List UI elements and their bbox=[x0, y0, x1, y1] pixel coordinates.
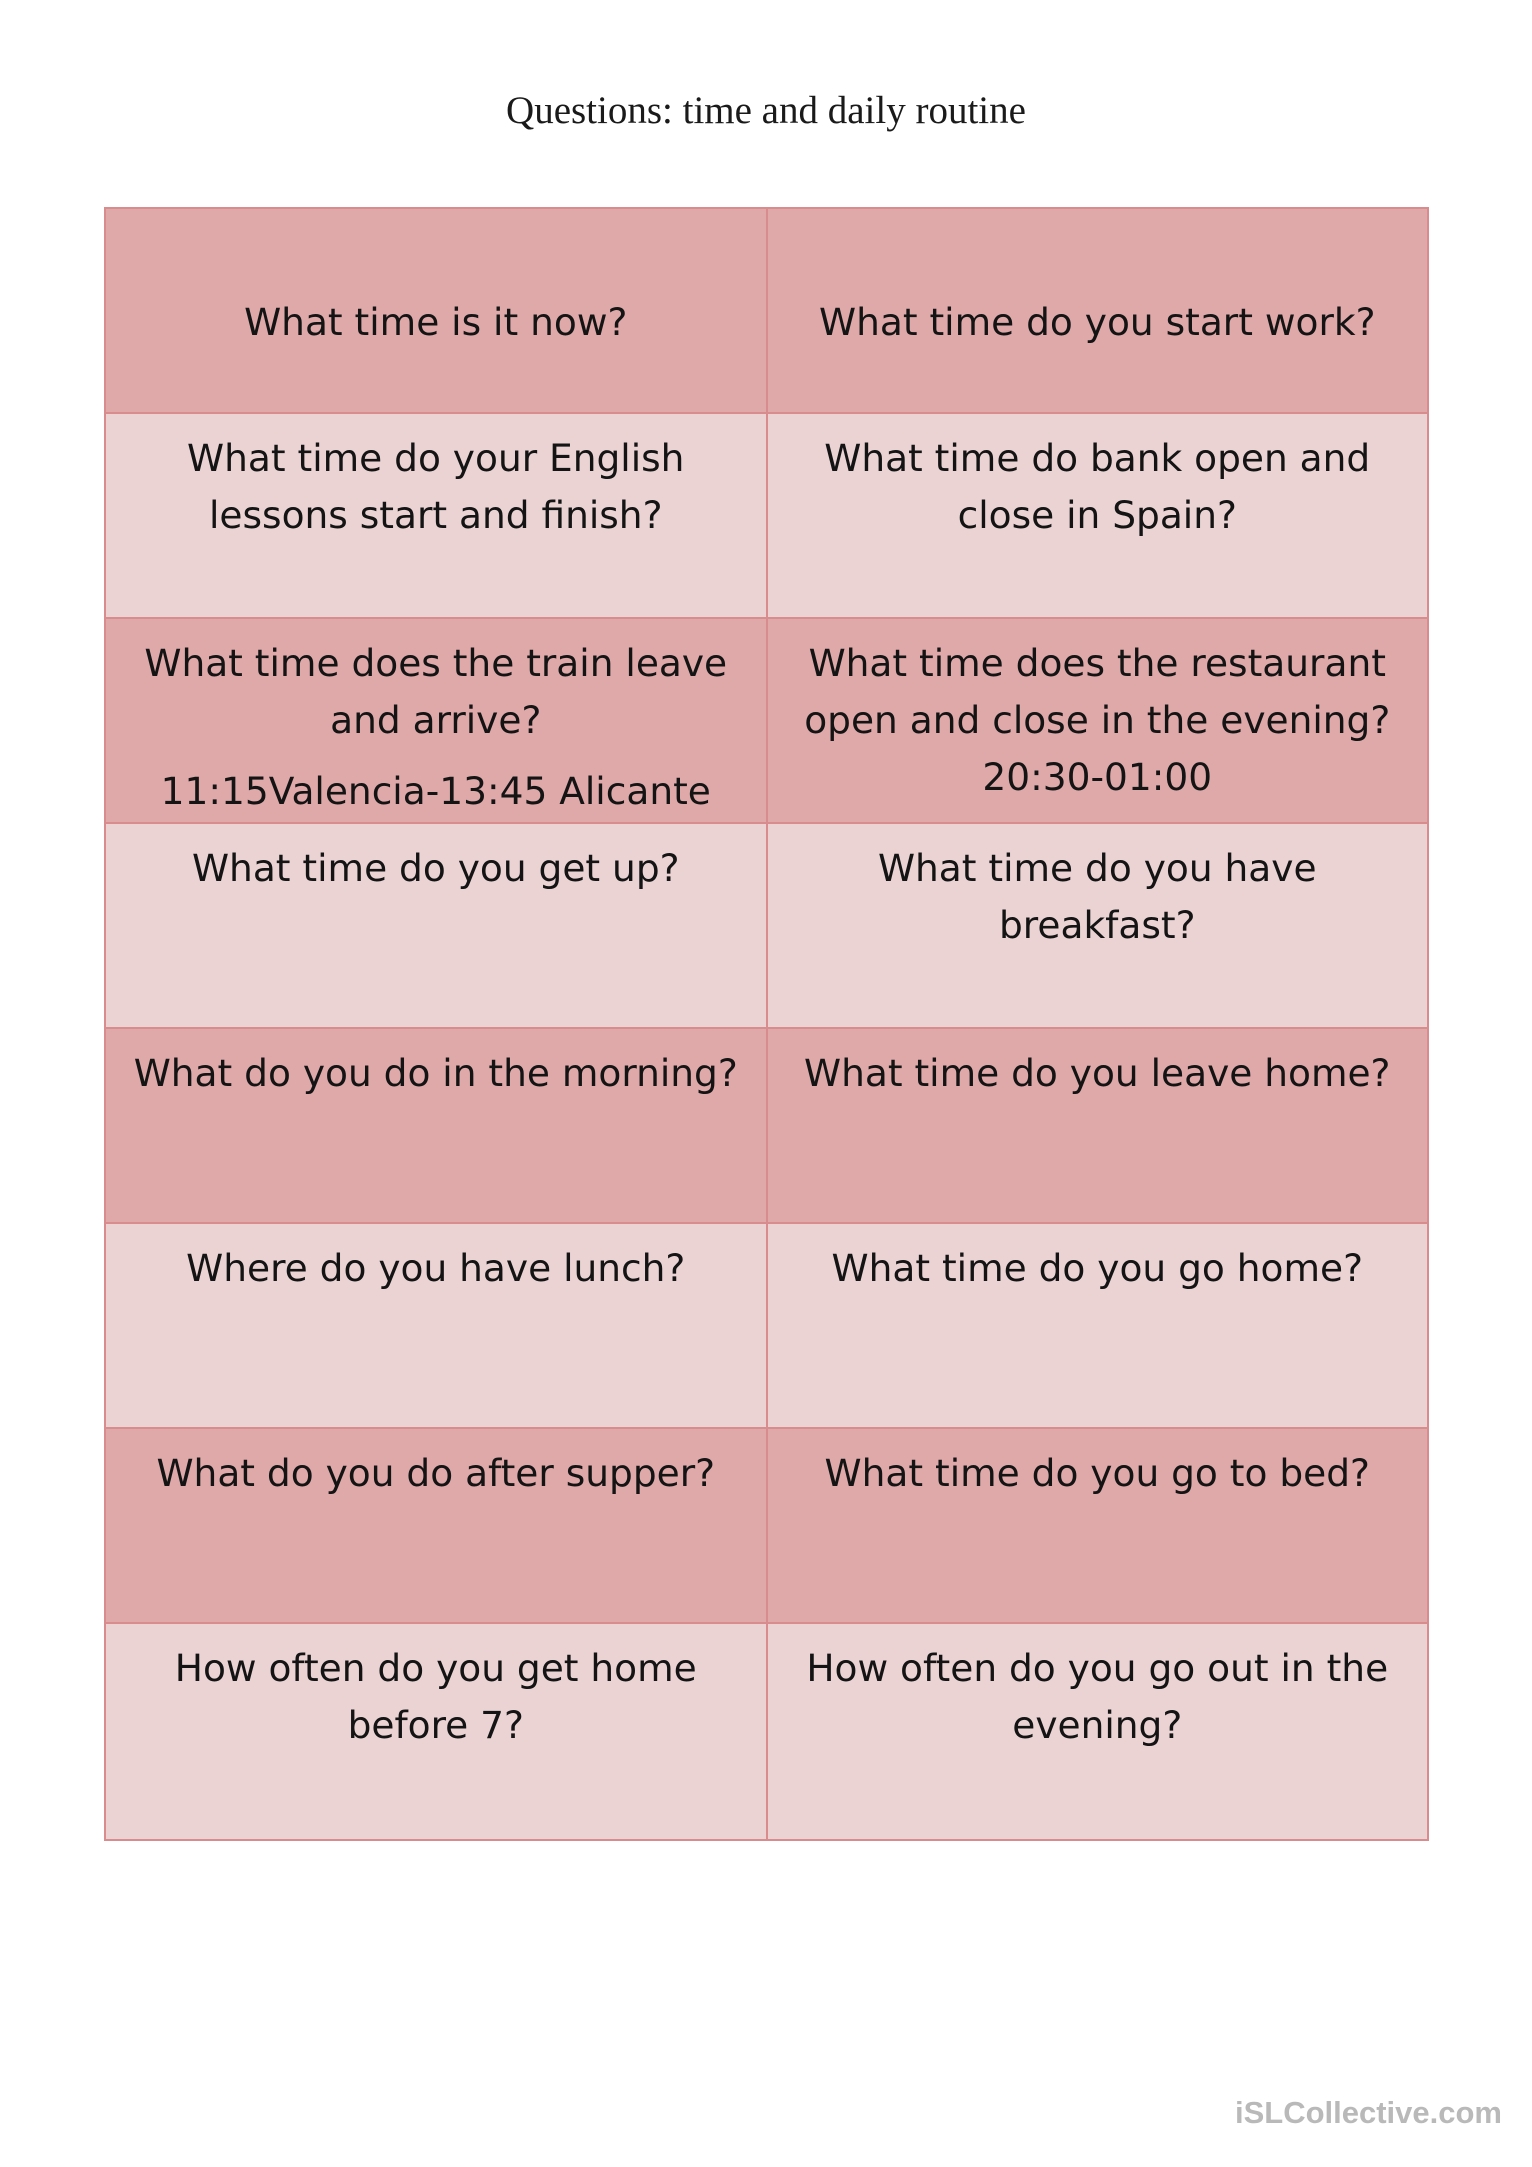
question-text-line: Where do you have lunch? bbox=[186, 1246, 686, 1290]
question-card-right bbox=[767, 618, 1429, 823]
question-text-line: What time do you go home? bbox=[831, 1246, 1363, 1290]
question-text-line: What time is it now? bbox=[244, 300, 628, 344]
card-row bbox=[105, 413, 1428, 618]
question-card-left bbox=[105, 823, 767, 1028]
card-row bbox=[105, 208, 1428, 413]
question-text-line: breakfast? bbox=[999, 903, 1196, 947]
question-cards-table bbox=[104, 207, 1429, 1841]
question-card-left bbox=[105, 618, 767, 823]
question-card-left bbox=[105, 1028, 767, 1223]
question-text-line: What time do you have bbox=[877, 846, 1317, 890]
schedule-detail-text: 11:15Valencia-13:45 Alicante bbox=[160, 769, 711, 813]
question-text-line: What time do your English bbox=[187, 436, 685, 480]
question-text-line: What time does the restaurant bbox=[808, 641, 1386, 685]
card-row bbox=[105, 823, 1428, 1028]
card-row bbox=[105, 1623, 1428, 1840]
card-row bbox=[105, 618, 1428, 823]
question-text-line: What do you do after supper? bbox=[156, 1451, 716, 1495]
question-card-right bbox=[767, 1623, 1429, 1840]
question-text-line: and arrive? bbox=[330, 698, 542, 742]
question-card-left bbox=[105, 1223, 767, 1428]
card-row bbox=[105, 1028, 1428, 1223]
question-text-line: What time do you start work? bbox=[819, 300, 1376, 344]
question-card-left bbox=[105, 1623, 767, 1840]
question-card-right bbox=[767, 823, 1429, 1028]
question-text-line: open and close in the evening? bbox=[804, 698, 1391, 742]
question-text-line: lessons start and finish? bbox=[209, 493, 663, 537]
card-row bbox=[105, 1428, 1428, 1623]
question-text-line: What do you do in the morning? bbox=[133, 1051, 738, 1095]
question-text-line: What time do you go to bed? bbox=[824, 1451, 1370, 1495]
question-text-line: before 7? bbox=[347, 1703, 524, 1747]
question-card-left bbox=[105, 208, 767, 413]
question-text-line: What time do bank open and bbox=[824, 436, 1371, 480]
question-text-line: What time do you get up? bbox=[191, 846, 680, 890]
question-card-left bbox=[105, 1428, 767, 1623]
page-title: Questions: time and daily routine bbox=[506, 89, 1026, 132]
question-card-right bbox=[767, 1223, 1429, 1428]
question-card-right bbox=[767, 413, 1429, 618]
watermark: iSLCollective.com bbox=[1234, 2095, 1502, 2130]
question-card-right bbox=[767, 1028, 1429, 1223]
question-text-line: How often do you go out in the bbox=[806, 1646, 1389, 1690]
question-text-line: What time do you leave home? bbox=[804, 1051, 1391, 1095]
question-text-line: evening? bbox=[1012, 1703, 1183, 1747]
question-card-left bbox=[105, 413, 767, 618]
card-row bbox=[105, 1223, 1428, 1428]
question-card-right bbox=[767, 1428, 1429, 1623]
question-text-line: close in Spain? bbox=[957, 493, 1237, 537]
question-text-line: What time does the train leave bbox=[144, 641, 728, 685]
question-text-line: How often do you get home bbox=[174, 1646, 697, 1690]
question-card-right bbox=[767, 208, 1429, 413]
question-text-line: 20:30-01:00 bbox=[982, 755, 1213, 799]
